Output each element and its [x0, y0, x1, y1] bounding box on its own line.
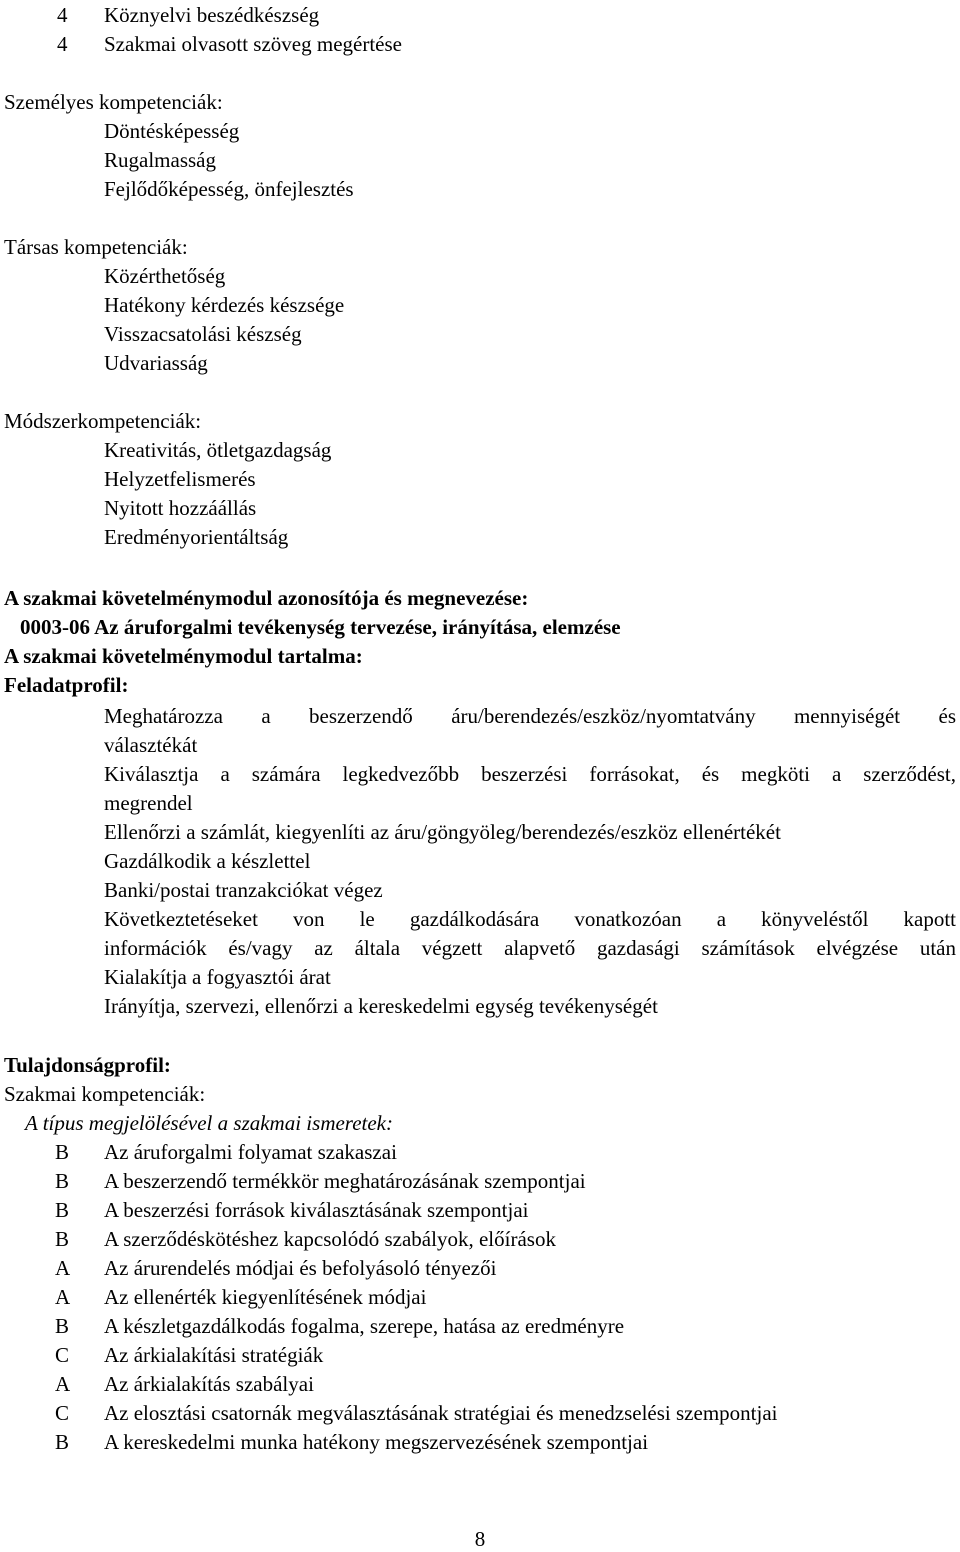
- method-item: Kreativitás, ötletgazdagság: [104, 438, 332, 462]
- knowledge-item: A kereskedelmi munka hatékony megszervezésének szempontjai: [104, 1430, 649, 1454]
- knowledge-type: C: [55, 1343, 70, 1367]
- task-item: [104, 818, 956, 847]
- task-item: [104, 760, 956, 818]
- task-item-line: Kialakítja a fogyasztói árat: [104, 965, 331, 989]
- top-list-level-1: 4: [57, 3, 68, 27]
- type-note: A típus megjelölésével a szakmai ismeretek:: [25, 1111, 393, 1135]
- knowledge-item: Az elosztási csatornák megválasztásának stratégiai és menedzselési szempontjai: [104, 1401, 778, 1425]
- method-item: Nyitott hozzáállás: [104, 496, 257, 520]
- method-item: Helyzetfelismerés: [104, 467, 256, 491]
- knowledge-item: Az ellenérték kiegyenlítésének módjai: [104, 1285, 427, 1309]
- task-item-line: Következtetéseket von le gazdálkodására vonatkozóan a könyveléstől kapott: [104, 907, 956, 931]
- method-item: Eredményorientáltság: [104, 525, 289, 549]
- social-item: Közérthetőség: [104, 264, 226, 288]
- method-heading: Módszerkompetenciák:: [4, 409, 202, 433]
- personal-item: Döntésképesség: [104, 119, 240, 143]
- knowledge-type: A: [55, 1256, 71, 1280]
- top-list-level-2: 4: [57, 32, 68, 56]
- task-item: [104, 992, 956, 1021]
- task-item-line: Banki/postai tranzakciókat végez: [104, 878, 383, 902]
- task-item-line: Irányítja, szervezi, ellenőrzi a kereskedelmi egység tevékenységét: [104, 994, 658, 1018]
- page-number: 8: [474, 1527, 486, 1551]
- personal-item: Fejlődőképesség, önfejlesztés: [104, 177, 354, 201]
- task-item-line: Meghatározza a beszerzendő áru/berendezés/eszköz/nyomtatvány mennyiségét és: [104, 704, 956, 728]
- social-item: Visszacsatolási készség: [104, 322, 302, 346]
- task-item: [104, 876, 956, 905]
- personal-item: Rugalmasság: [104, 148, 216, 172]
- knowledge-item: Az áruforgalmi folyamat szakaszai: [104, 1140, 397, 1164]
- task-item: [104, 847, 956, 876]
- module-id-title: 0003-06 Az áruforgalmi tevékenység tervezése, irányítása, elemzése: [20, 615, 621, 639]
- social-item: Udvariasság: [104, 351, 208, 375]
- knowledge-type: B: [55, 1314, 70, 1338]
- module-content-heading: A szakmai követelménymodul tartalma:: [4, 644, 363, 668]
- task-item-line: Gazdálkodik a készlettel: [104, 849, 311, 873]
- knowledge-item: A beszerzendő termékkör meghatározásának szempontjai: [104, 1169, 586, 1193]
- task-item-line: információk és/vagy az általa végzett alapvető gazdasági számítások elvégzése után: [104, 936, 956, 960]
- property-sub-heading: Szakmai kompetenciák:: [4, 1082, 206, 1106]
- task-profile-heading: Feladatprofil:: [4, 673, 129, 697]
- knowledge-type: B: [55, 1140, 70, 1164]
- knowledge-type: C: [55, 1401, 70, 1425]
- task-item: [104, 702, 956, 760]
- task-item: [104, 963, 956, 992]
- knowledge-item: A beszerzési források kiválasztásának szempontjai: [104, 1198, 529, 1222]
- knowledge-item: A készletgazdálkodás fogalma, szerepe, hatása az eredményre: [104, 1314, 625, 1338]
- knowledge-item: A szerződéskötéshez kapcsolódó szabályok, előírások: [104, 1227, 556, 1251]
- top-list-item-2: Szakmai olvasott szöveg megértése: [104, 32, 402, 56]
- property-profile-heading: Tulajdonságprofil:: [4, 1053, 171, 1077]
- module-id-heading: A szakmai követelménymodul azonosítója és megnevezése:: [4, 586, 529, 610]
- knowledge-item: Az árkialakítás szabályai: [104, 1372, 314, 1396]
- social-item: Hatékony kérdezés készsége: [104, 293, 345, 317]
- top-list-item-1: Köznyelvi beszédkészség: [104, 3, 320, 27]
- task-item: [104, 905, 956, 963]
- knowledge-type: A: [55, 1285, 71, 1309]
- knowledge-item: Az árkialakítási stratégiák: [104, 1343, 324, 1367]
- knowledge-type: B: [55, 1198, 70, 1222]
- knowledge-type: B: [55, 1430, 70, 1454]
- task-item-line: Kiválasztja a számára legkedvezőbb beszerzési forrásokat, és megköti a szerződést,: [104, 762, 956, 786]
- personal-heading: Személyes kompetenciák:: [4, 90, 223, 114]
- knowledge-type: B: [55, 1169, 70, 1193]
- knowledge-type: B: [55, 1227, 70, 1251]
- social-heading: Társas kompetenciák:: [4, 235, 188, 259]
- task-item-line: Ellenőrzi a számlát, kiegyenlíti az áru/göngyöleg/berendezés/eszköz ellenértékét: [104, 820, 781, 844]
- knowledge-type: A: [55, 1372, 71, 1396]
- task-item-line: megrendel: [104, 791, 193, 815]
- task-item-line: választékát: [104, 733, 198, 757]
- knowledge-item: Az árurendelés módjai és befolyásoló tényezői: [104, 1256, 497, 1280]
